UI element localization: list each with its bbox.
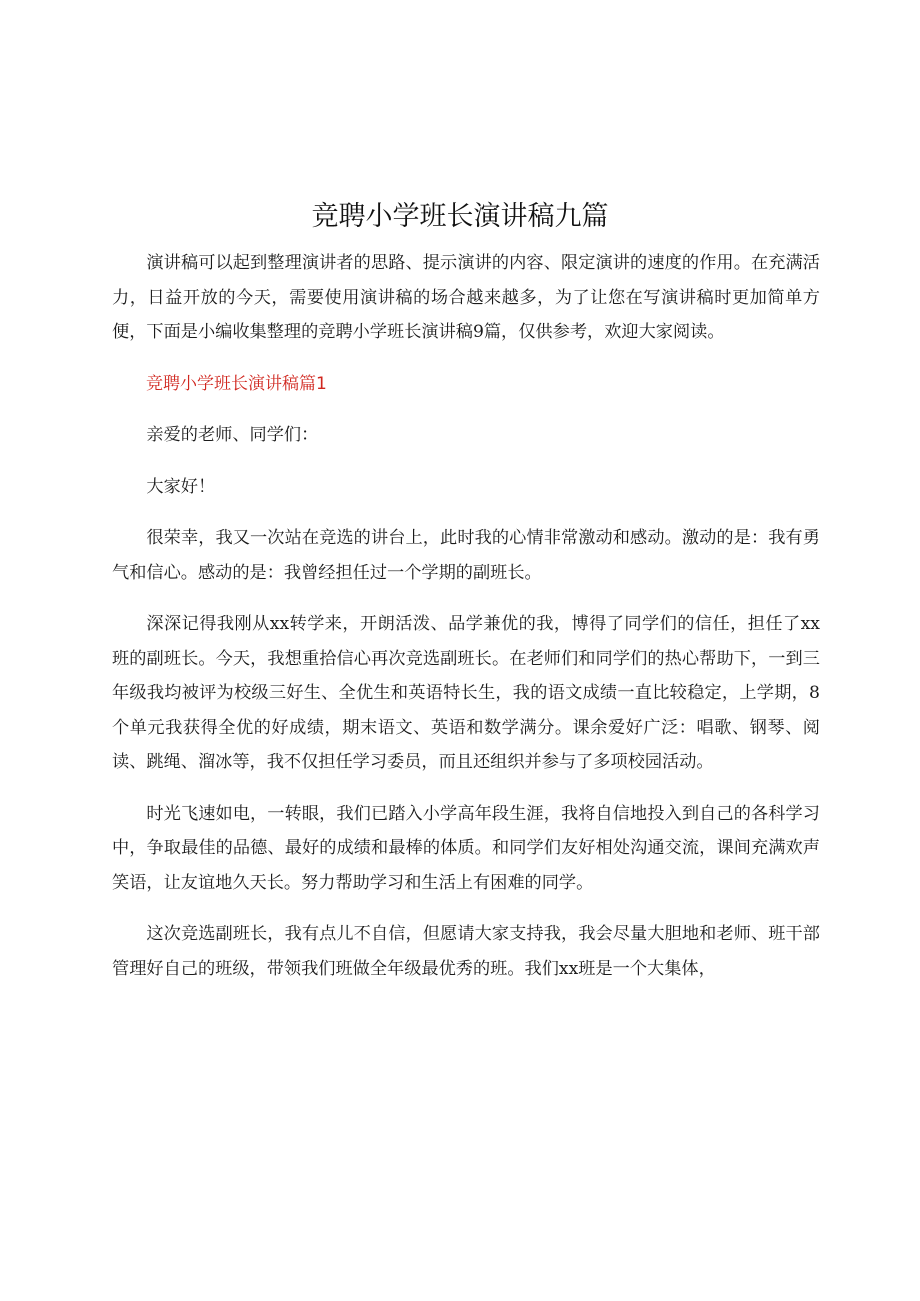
- body-paragraph: 时光飞速如电，一转眼，我们已踏入小学高年段生涯，我将自信地投入到自己的各科学习中，争取最佳的品德、最好的成绩和最棒的体质。和同学们友好相处沟通交流，课间充满欢声笑语，让友谊地久天长。努力帮助学习和生活上有困难的同学。: [112, 803, 820, 893]
- salutation-paragraph: 亲爱的老师、同学们：: [146, 425, 319, 445]
- body-paragraph: 深深记得我刚从xx转学来，开朗活泼、品学兼优的我，博得了同学们的信任，担任了xx班的副班长。今天，我想重拾信心再次竞选副班长。在老师们和同学们的热心帮助下，一到三年级我均被评为校级三好生、全优生和英语特长生，我的语文成绩一直比较稳定，上学期，8个单元我获得全优的好成绩，期末语文、英语和数学满分。课余爱好广泛：唱歌、钢琴、阅读、跳绳、溜冰等，我不仅担任学习委员，而且还组织并参与了多项校园活动。: [112, 614, 820, 772]
- spacer: [112, 780, 820, 797]
- body-paragraph: 很荣幸，我又一次站在竞选的讲台上，此时我的心情非常激动和感动。激动的是：我有勇气和信心。感动的是：我曾经担任过一个学期的副班长。: [112, 528, 820, 583]
- spacer: [112, 401, 820, 418]
- spacer: [112, 590, 820, 607]
- spacer: [112, 350, 820, 367]
- document-title: 竞聘小学班长演讲稿九篇: [311, 201, 609, 233]
- body-paragraph: 这次竞选副班长，我有点儿不自信，但愿请大家支持我，我会尽量大胆地和老师、班干部管理好自己的班级，带领我们班做全年级最优秀的班。我们xx班是一个大集体，: [112, 924, 820, 979]
- intro-paragraph: 演讲稿可以起到整理演讲者的思路、提示演讲的内容、限定演讲的速度的作用。在充满活力，日益开放的今天，需要使用演讲稿的场合越来越多，为了让您在写演讲稿时更加简单方便，下面是小编收集整理的竞聘小学班长演讲稿9篇，仅供参考，欢迎大家阅读。: [112, 253, 820, 342]
- document-body: [112, 246, 820, 986]
- greeting-paragraph: 大家好！: [146, 476, 216, 497]
- spacer: [112, 453, 820, 470]
- spacer: [112, 504, 820, 521]
- section-heading: 竞聘小学班长演讲稿篇1: [146, 373, 327, 394]
- spacer: [112, 900, 820, 917]
